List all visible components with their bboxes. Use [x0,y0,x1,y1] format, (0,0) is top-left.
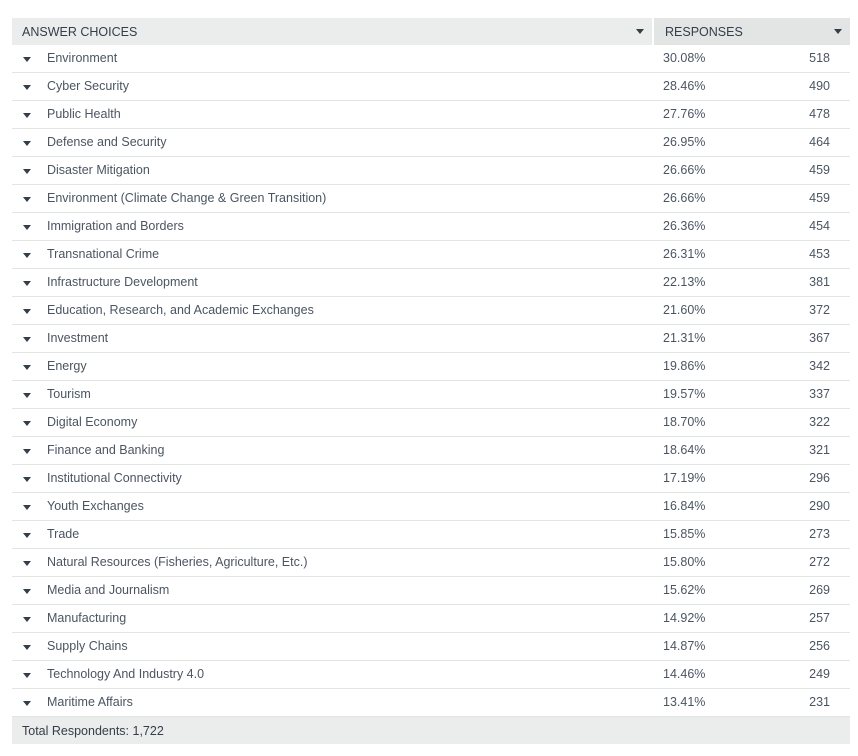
response-percent: 27.76% [663,107,706,121]
response-percent: 18.64% [663,443,706,457]
response-percent: 19.57% [663,387,706,401]
response-percent: 15.85% [663,527,706,541]
response-percent: 18.70% [663,415,706,429]
answer-choice-label: Energy [47,359,87,373]
expand-caret-icon[interactable] [23,253,31,258]
response-count: 464 [809,135,830,149]
table-row [12,101,850,129]
response-percent: 26.31% [663,247,706,261]
expand-caret-icon[interactable] [23,393,31,398]
response-count: 372 [809,303,830,317]
responses-header-label: RESPONSES [665,24,743,39]
response-count: 459 [809,163,830,177]
responses-header[interactable] [652,18,850,45]
response-percent: 19.86% [663,359,706,373]
sort-responses-icon[interactable] [834,29,842,34]
response-count: 459 [809,191,830,205]
response-count: 256 [809,639,830,653]
answer-choice-label: Investment [47,331,109,345]
table-row [12,213,850,241]
answer-choices-header-label: ANSWER CHOICES [22,24,138,39]
table-row [12,465,850,493]
expand-caret-icon[interactable] [23,701,31,706]
response-count: 257 [809,611,830,625]
response-count: 478 [809,107,830,121]
response-count: 231 [809,695,830,709]
table-row [12,633,850,661]
table-row [12,297,850,325]
answer-choice-label: Public Health [47,107,121,121]
expand-caret-icon[interactable] [23,337,31,342]
expand-caret-icon[interactable] [23,449,31,454]
sort-answer-choices-icon[interactable] [636,29,644,34]
answer-choice-label: Education, Research, and Academic Exchanges [47,303,314,317]
expand-caret-icon[interactable] [23,505,31,510]
table-row [12,689,850,717]
response-count: 322 [809,415,830,429]
table-row [12,241,850,269]
response-percent: 15.62% [663,583,706,597]
answer-choice-label: Environment [47,51,118,65]
expand-caret-icon[interactable] [23,365,31,370]
response-count: 273 [809,527,830,541]
expand-caret-icon[interactable] [23,589,31,594]
table-row [12,185,850,213]
answer-choice-label: Maritime Affairs [47,695,133,709]
response-count: 490 [809,79,830,93]
table-row [12,157,850,185]
response-percent: 26.95% [663,135,706,149]
response-count: 272 [809,555,830,569]
response-count: 518 [809,51,830,65]
answer-choice-label: Disaster Mitigation [47,163,150,177]
table-row [12,269,850,297]
expand-caret-icon[interactable] [23,85,31,90]
answer-choice-label: Cyber Security [47,79,129,93]
response-count: 454 [809,219,830,233]
response-percent: 14.92% [663,611,706,625]
table-row [12,45,850,73]
response-count: 296 [809,471,830,485]
response-percent: 26.66% [663,191,706,205]
response-percent: 16.84% [663,499,706,513]
answer-choice-label: Manufacturing [47,611,127,625]
answer-choice-label: Trade [47,527,80,541]
expand-caret-icon[interactable] [23,197,31,202]
response-percent: 28.46% [663,79,706,93]
response-count: 269 [809,583,830,597]
response-percent: 26.36% [663,219,706,233]
response-percent: 30.08% [663,51,706,65]
table-footer [12,717,850,744]
table-body [12,45,850,717]
answer-choice-label: Tourism [47,387,91,401]
response-percent: 22.13% [663,275,706,289]
response-percent: 17.19% [663,471,706,485]
expand-caret-icon[interactable] [23,421,31,426]
answer-choice-label: Digital Economy [47,415,138,429]
answer-choice-label: Transnational Crime [47,247,160,261]
answer-choice-label: Immigration and Borders [47,219,184,233]
table-row [12,549,850,577]
table-row [12,381,850,409]
expand-caret-icon[interactable] [23,561,31,566]
table-row [12,129,850,157]
table-row [12,493,850,521]
expand-caret-icon[interactable] [23,533,31,538]
answer-choices-header[interactable] [12,18,652,45]
response-percent: 21.31% [663,331,706,345]
table-row [12,73,850,101]
expand-caret-icon[interactable] [23,309,31,314]
table-row [12,521,850,549]
response-count: 453 [809,247,830,261]
answer-choice-label: Environment (Climate Change & Green Transition) [47,191,327,205]
table-row [12,353,850,381]
response-count: 342 [809,359,830,373]
table-row [12,661,850,689]
expand-caret-icon[interactable] [23,113,31,118]
table-row [12,605,850,633]
results-table [12,18,850,744]
expand-caret-icon[interactable] [23,57,31,62]
table-row [12,437,850,465]
table-row [12,409,850,437]
answer-choice-label: Natural Resources (Fisheries, Agriculture, Etc.) [47,555,308,569]
response-percent: 21.60% [663,303,706,317]
response-count: 249 [809,667,830,681]
response-count: 337 [809,387,830,401]
response-count: 321 [809,443,830,457]
response-count: 367 [809,331,830,345]
table-row [12,577,850,605]
total-respondents: Total Respondents: 1,722 [22,723,164,738]
expand-caret-icon[interactable] [23,225,31,230]
response-percent: 14.87% [663,639,706,653]
expand-caret-icon[interactable] [23,617,31,622]
expand-caret-icon[interactable] [23,141,31,146]
response-percent: 13.41% [663,695,706,709]
expand-caret-icon[interactable] [23,281,31,286]
answer-choice-label: Supply Chains [47,639,128,653]
answer-choice-label: Finance and Banking [47,443,165,457]
response-percent: 26.66% [663,163,706,177]
expand-caret-icon[interactable] [23,645,31,650]
response-count: 381 [809,275,830,289]
answer-choice-label: Youth Exchanges [47,499,144,513]
expand-caret-icon[interactable] [23,477,31,482]
answer-choice-label: Technology And Industry 4.0 [47,667,205,681]
expand-caret-icon[interactable] [23,169,31,174]
table-row [12,325,850,353]
response-percent: 14.46% [663,667,706,681]
answer-choice-label: Defense and Security [47,135,167,149]
answer-choice-label: Institutional Connectivity [47,471,182,485]
answer-choice-label: Infrastructure Development [47,275,198,289]
answer-choice-label: Media and Journalism [47,583,170,597]
expand-caret-icon[interactable] [23,673,31,678]
response-count: 290 [809,499,830,513]
table-header [12,18,850,45]
response-percent: 15.80% [663,555,706,569]
